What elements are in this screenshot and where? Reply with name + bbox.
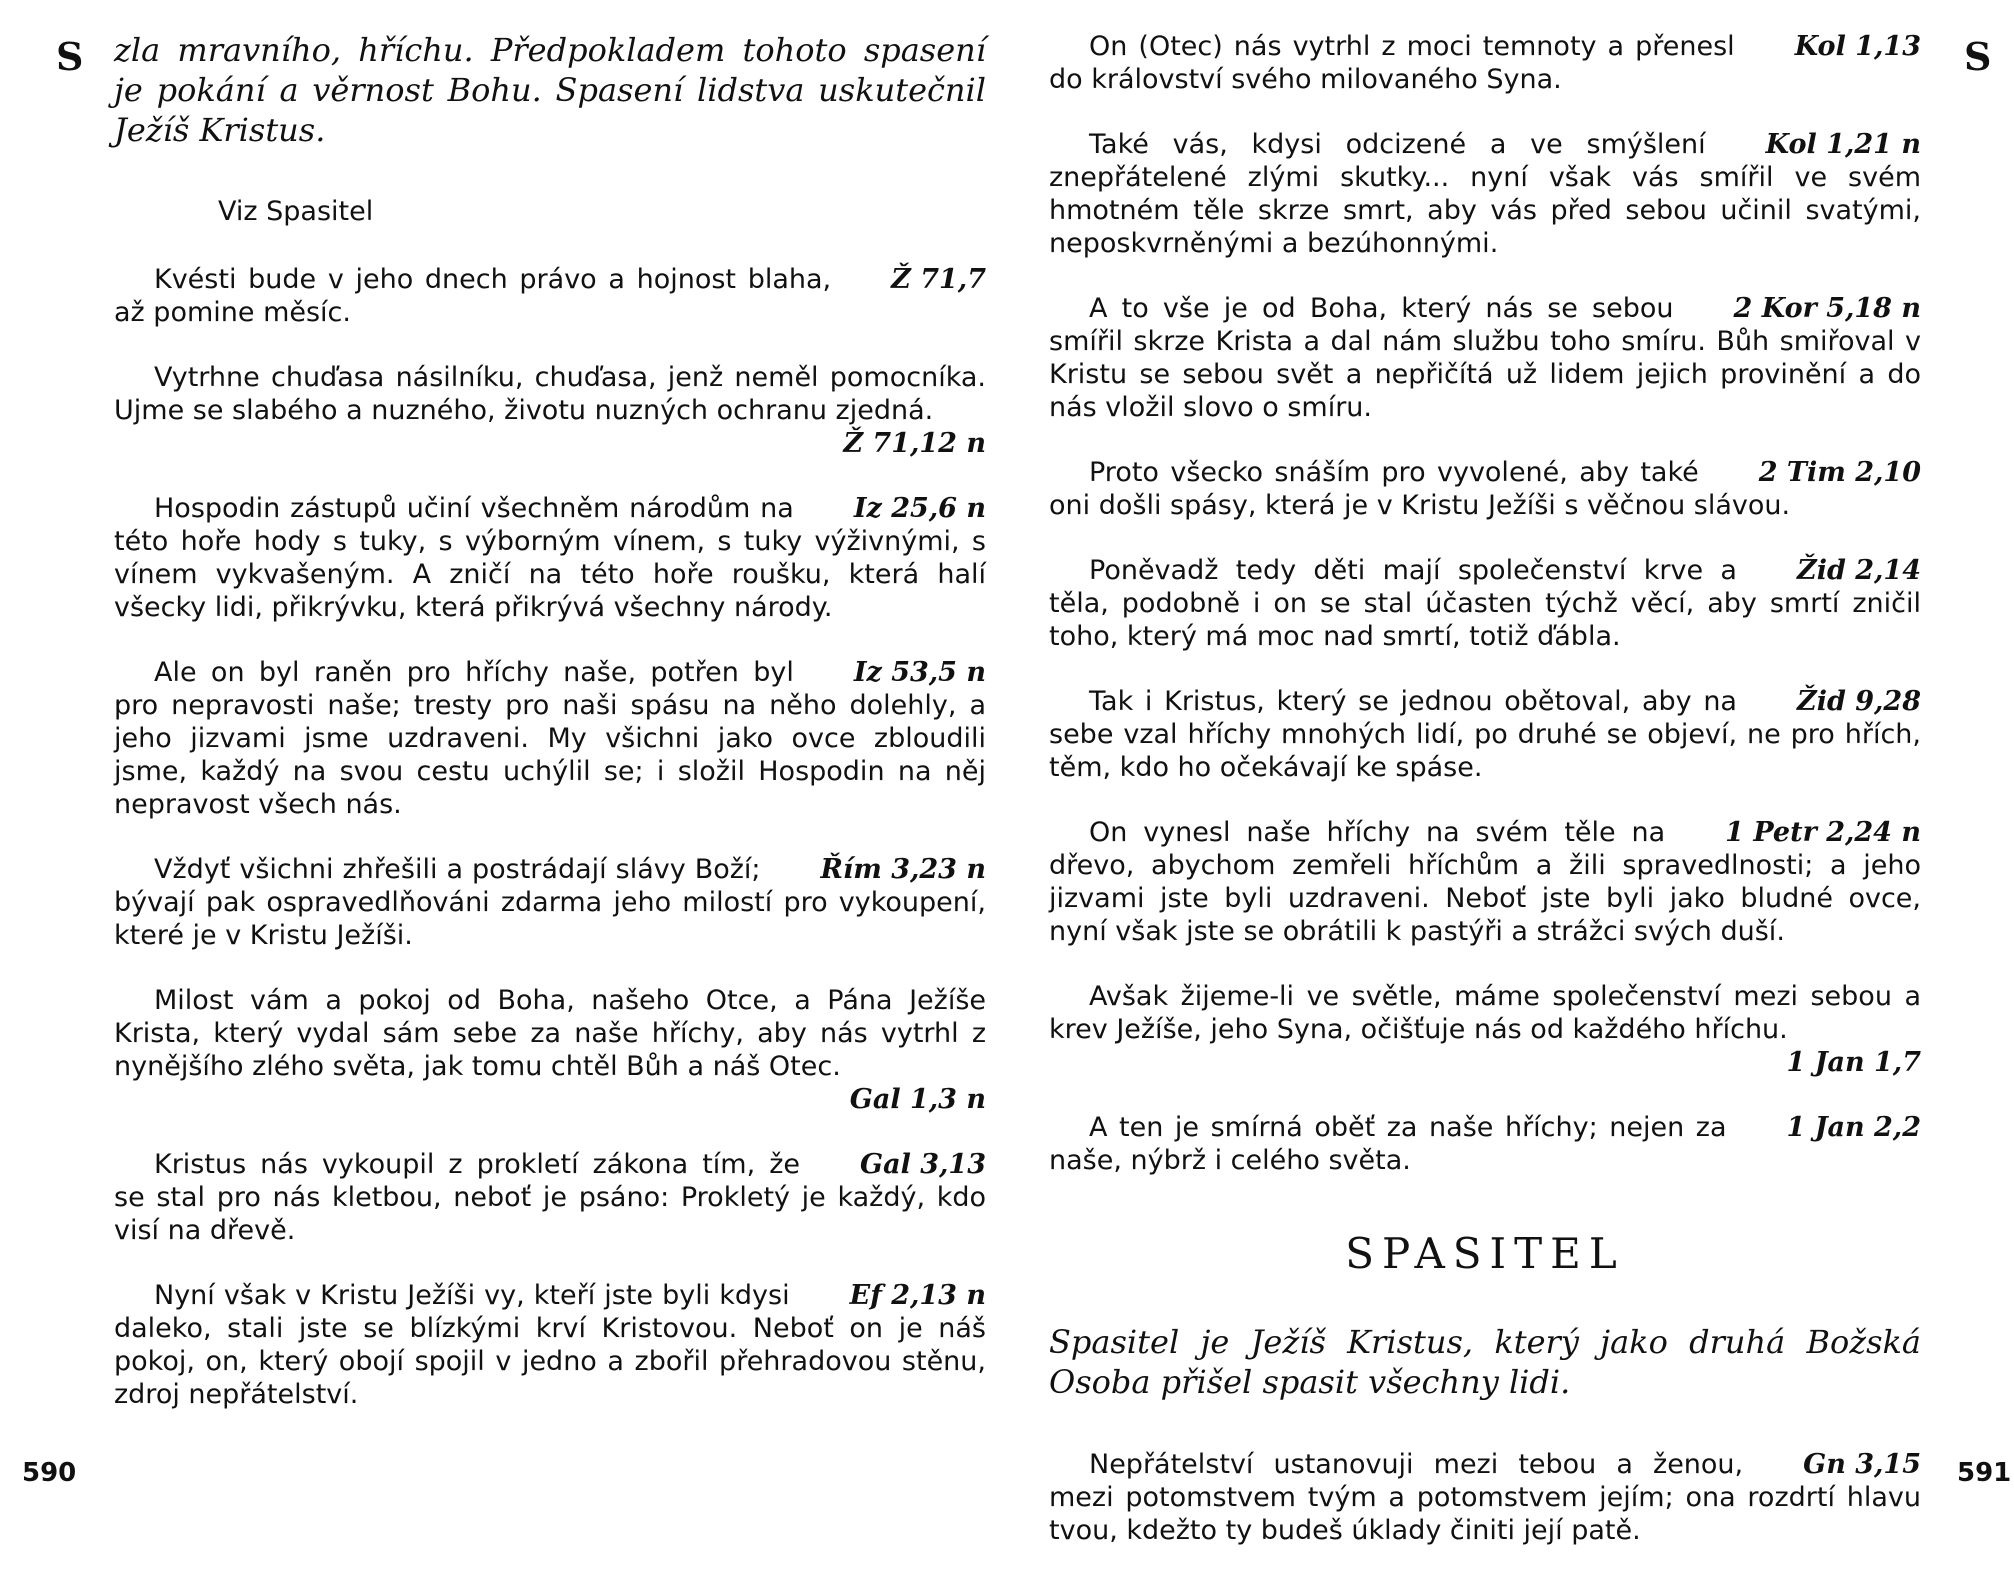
- page-number: 590: [22, 1458, 77, 1488]
- verse-entry: [1049, 554, 1921, 653]
- section-heading: SPASITEL: [1345, 1229, 1625, 1278]
- verse-text: [1049, 128, 1921, 260]
- verse-body: Tak i Kristus, který se jednou obětoval, aby na sebe vzal hříchy mnohých lidí, po druhé se objeví, ne pro hřích, těm, kdo ho očekávají ke spáse.: [1049, 686, 1921, 783]
- verse-reference: Gn 3,15: [1803, 1449, 1921, 1480]
- verse-reference: 2 Tim 2,10: [1758, 457, 1921, 488]
- verse-entry: [114, 492, 986, 624]
- verse-reference: Gal 1,3 n: [849, 1084, 986, 1115]
- verse-text: [114, 1148, 986, 1247]
- verse-reference: Kol 1,13: [1794, 31, 1921, 62]
- page-number: 591: [1957, 1458, 2012, 1488]
- see-also: Viz Spasitel: [218, 196, 374, 227]
- verse-entry: [1049, 456, 1921, 522]
- verse-entry: [114, 853, 986, 952]
- verse-text: [114, 263, 986, 329]
- verse-entry: [1049, 816, 1921, 948]
- verse-text: [1049, 980, 1921, 1046]
- verse-text: [1049, 292, 1921, 424]
- verse-text: [1049, 816, 1921, 948]
- verse-reference: 1 Petr 2,24 n: [1725, 817, 1921, 848]
- verse-reference: 1 Jan 2,2: [1786, 1112, 1921, 1143]
- verse-reference: Žid 2,14: [1796, 555, 1921, 586]
- verse-entry: [1049, 980, 1921, 1079]
- verse-body: On vynesl naše hříchy na svém těle na dřevo, abychom zemřeli hříchům a žili spravedlnosti; a jeho jizvami jste byli uzdraveni. Neboť jste byli jako bludné ovce, nyní však jste se obrátili k pastýři a strážci svých duší.: [1049, 817, 1921, 947]
- verse-reference: Iz 25,6 n: [853, 493, 986, 524]
- verse-body: Kristus nás vykoupil z prokletí zákona tím, že se stal pro nás kletbou, neboť je psáno: Prokletý je každý, kdo visí na dřevě.: [114, 1149, 986, 1246]
- verse-text: [114, 492, 986, 624]
- verse-body: A to vše je od Boha, který nás se sebou smířil skrze Krista a dal nám službu toho smíru. Bůh smiřoval v Kristu se sebou svět a nepřičítá už lidem jejich provinění a do nás vložil slovo o smíru.: [1049, 293, 1921, 423]
- verse-text: [1049, 30, 1921, 96]
- section-letter: S: [56, 34, 84, 79]
- verse-text: [114, 1279, 986, 1411]
- left-page: [0, 0, 1007, 1501]
- verse-body: Také vás, kdysi odcizené a ve smýšlení znepřátelené zlými skutky... nyní však vás smířil ve svém hmotném těle skrze smrt, aby vás před sebou učinil svatými, neposkvrněnými a bezúhonnými.: [1049, 129, 1921, 259]
- entry-intro: zla mravního, hříchu. Předpokladem tohoto spasení je pokání a věrnost Bohu. Spasení lidstva uskutečnil Ježíš Kristus.: [114, 31, 986, 149]
- verse-list: [1049, 1448, 1921, 1547]
- verse-text: [1049, 456, 1921, 522]
- verse-body: Milost vám a pokoj od Boha, našeho Otce, a Pána Ježíše Krista, který vydal sám sebe za naše hříchy, aby nás vytrhl z nynějšího zlého světa, jak tomu chtěl Bůh a náš Otec.: [114, 985, 986, 1082]
- text-column: [1049, 30, 1921, 1579]
- verse-reference: Iz 53,5 n: [853, 657, 986, 688]
- verse-reference: Gal 3,13: [860, 1149, 986, 1180]
- verse-reference: Řím 3,23 n: [820, 854, 986, 885]
- section-letter: S: [1964, 34, 1992, 79]
- verse-reference: 2 Kor 5,18 n: [1733, 293, 1921, 324]
- verse-text: [114, 853, 986, 952]
- verse-reference: Žid 9,28: [1796, 686, 1921, 717]
- verse-reference: Ef 2,13 n: [849, 1280, 986, 1311]
- verse-body: Nepřátelství ustanovuji mezi tebou a ženou, mezi potomstvem tvým a potomstvem jejím; ona rozdrtí hlavu tvou, kdežto ty budeš úklady činiti její patě.: [1049, 1449, 1921, 1546]
- verse-body: On (Otec) nás vytrhl z moci temnoty a přenesl do království svého milovaného Syna.: [1049, 31, 1735, 95]
- verse-body: Vždyť všichni zhřešili a postrádají slávy Boží; bývají pak ospravedlňováni zdarma jeho milostí pro vykoupení, které je v Kristu Ježíši.: [114, 854, 986, 951]
- section-intro: Spasitel je Ježíš Kristus, který jako druhá Božská Osoba přišel spasit všechny lidi.: [1049, 1323, 1921, 1401]
- verse-text: [114, 361, 986, 427]
- verse-entry: [114, 984, 986, 1116]
- verse-body: Nyní však v Kristu Ježíši vy, kteří jste byli kdysi daleko, stali jste se blízkými krví Kristovou. Neboť on je náš pokoj, on, který obojí spojil v jedno a zbořil přehradovou stěnu, zdroj nepřátelství.: [114, 1280, 986, 1410]
- verse-text: [114, 656, 986, 821]
- verse-entry: [114, 263, 986, 329]
- right-page: [1007, 0, 2014, 1546]
- verse-entry: [1049, 685, 1921, 784]
- verse-body: Avšak žijeme-li ve světle, máme společenství mezi sebou a krev Ježíše, jeho Syna, očišťuje nás od každého hříchu.: [1049, 981, 1921, 1045]
- verse-entry: [114, 1148, 986, 1247]
- verse-entry: [114, 656, 986, 821]
- verse-body: Poněvadž tedy děti mají společenství krve a těla, podobně i on se stal účasten týchž věcí, aby smrtí zničil toho, který má moc nad smrtí, totiž ďábla.: [1049, 555, 1921, 652]
- verse-list: [114, 263, 986, 1411]
- verse-text: [114, 984, 986, 1083]
- verse-body: A ten je smírná oběť za naše hříchy; nejen za naše, nýbrž i celého světa.: [1049, 1112, 1727, 1176]
- verse-reference: Ž 71,12 n: [843, 428, 986, 459]
- verse-entry: [1049, 292, 1921, 424]
- verse-entry: [1049, 1111, 1921, 1177]
- verse-entry: [114, 1279, 986, 1411]
- verse-entry: [1049, 30, 1921, 96]
- verse-reference: Ž 71,7: [891, 264, 986, 295]
- verse-body: Kvésti bude v jeho dnech právo a hojnost blaha, až pomine měsíc.: [114, 264, 832, 328]
- verse-body: Hospodin zástupů učiní všechněm národům na této hoře hody s tuky, s výborným vínem, s tuky výživnými, s vínem vykvašeným. A zničí na této hoře roušku, která halí všecky lidi, přikrývku, která přikrývá všechny národy.: [114, 493, 986, 623]
- verse-text: [1049, 1111, 1921, 1177]
- verse-reference: 1 Jan 1,7: [1786, 1047, 1921, 1078]
- verse-body: Ale on byl raněn pro hříchy naše, potřen byl pro nepravosti naše; tresty pro naši spásu na něho dolehly, a jeho jizvami jsme uzdraveni. My všichni jako ovce zbloudili jsme, každý na svou cestu uchýlil se; i složil Hospodin na něj nepravost všech nás.: [114, 657, 986, 820]
- verse-entry: [1049, 128, 1921, 260]
- verse-text: [1049, 1448, 1921, 1547]
- verse-body: Proto všecko snáším pro vyvolené, aby také oni došli spásy, která je v Kristu Ježíši s věčnou slávou.: [1049, 457, 1791, 521]
- verse-body: Vytrhne chuďasa násilníku, chuďasa, jenž neměl pomocníka. Ujme se slabého a nuzného, životu nuzných ochranu zjedná.: [114, 362, 986, 426]
- verse-entry: [1049, 1448, 1921, 1547]
- verse-reference: Kol 1,21 n: [1765, 129, 1921, 160]
- verse-text: [1049, 554, 1921, 653]
- verse-text: [1049, 685, 1921, 784]
- verse-entry: [114, 361, 986, 460]
- text-column: [114, 30, 986, 1443]
- verse-list: [1049, 30, 1921, 1177]
